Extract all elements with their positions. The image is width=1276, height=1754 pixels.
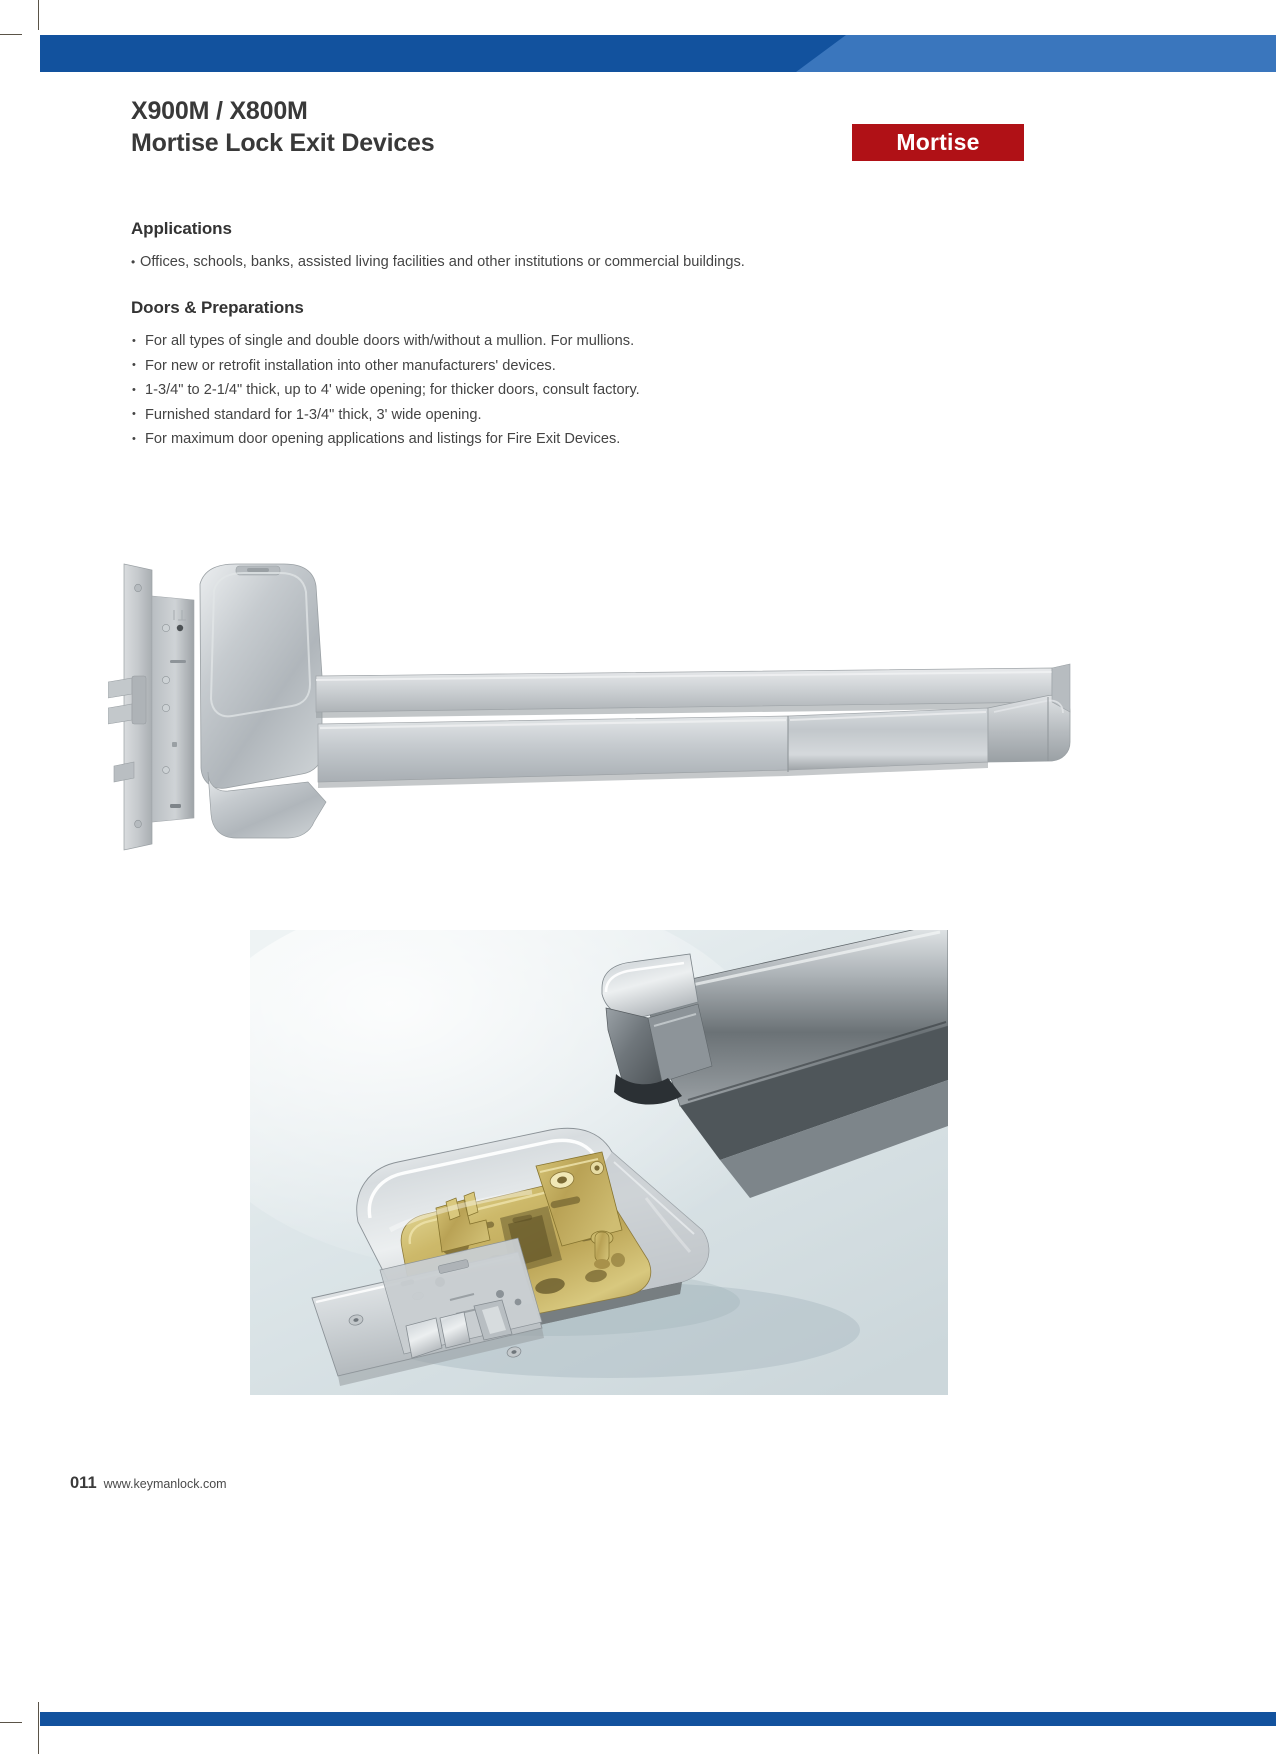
page-title-line-2: Mortise Lock Exit Devices xyxy=(131,129,435,157)
footer-website-url: www.keymanlock.com xyxy=(103,1477,227,1491)
list-item: • 1-3/4" to 2-1/4" thick, up to 4' wide opening; for thicker doors, consult factory. xyxy=(131,378,891,403)
list-item: • Furnished standard for 1-3/4" thick, 3' wide opening. xyxy=(131,403,891,428)
page-title-line-1: X900M / X800M xyxy=(131,97,308,125)
crop-mark-bottom-left-vertical xyxy=(38,1702,39,1754)
footer-page-number: 011 xyxy=(70,1474,97,1492)
product-photo-mortise-mechanism xyxy=(250,930,948,1395)
doors-preparations-section xyxy=(131,298,891,452)
applications-heading: Applications xyxy=(131,219,232,238)
applications-section xyxy=(131,219,891,275)
product-photo-exit-device xyxy=(108,556,1088,856)
list-item: • For new or retrofit installation into other manufacturers' devices. xyxy=(131,354,891,379)
doors-preparations-heading: Doors & Preparations xyxy=(131,298,304,317)
category-badge-label: Mortise xyxy=(896,129,980,155)
list-item: • For maximum door opening applications and listings for Fire Exit Devices. xyxy=(131,427,891,452)
crop-mark-top-left-vertical xyxy=(38,0,39,30)
footer-banner xyxy=(40,1712,1276,1726)
header-banner-light-section xyxy=(796,35,1276,72)
doors-preparations-list xyxy=(131,329,891,452)
crop-mark-top-left-horizontal xyxy=(0,34,22,35)
list-item: • For all types of single and double doors with/without a mullion. For mullions. xyxy=(131,329,891,354)
page-footer xyxy=(70,1474,227,1493)
crop-mark-bottom-left-horizontal xyxy=(0,1722,22,1723)
header-banner xyxy=(40,35,1276,72)
category-badge-mortise xyxy=(852,124,1024,161)
list-item: • Offices, schools, banks, assisted living facilities and other institutions or commercial buildings. xyxy=(131,250,891,275)
page-title xyxy=(131,95,771,159)
applications-list xyxy=(131,250,891,275)
